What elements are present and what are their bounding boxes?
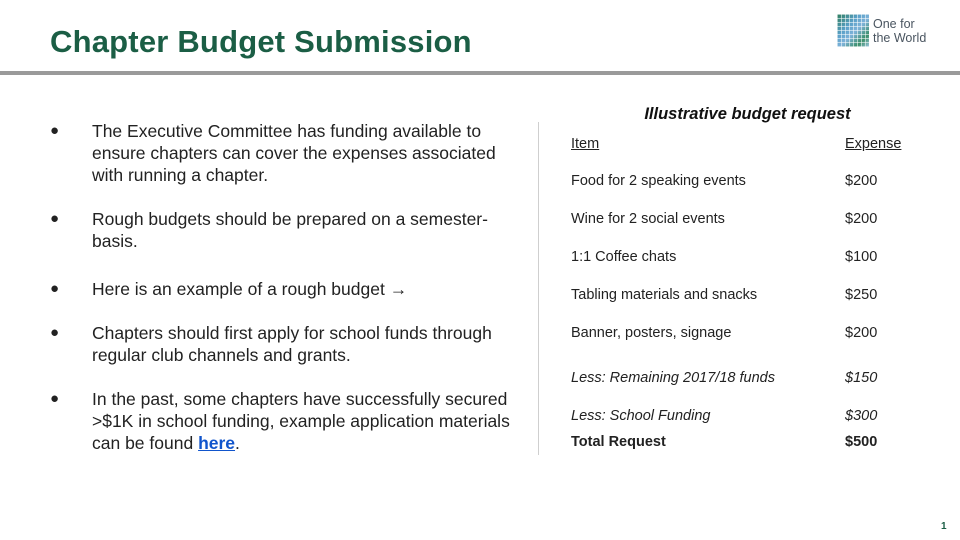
budget-title: Illustrative budget request	[644, 105, 851, 123]
item-column-header: Item	[571, 136, 600, 152]
budget-item: Food for 2 speaking events	[571, 173, 746, 189]
total-label: Total Request	[571, 434, 666, 450]
total-value: $500	[845, 434, 878, 450]
bullet-item	[50, 388, 510, 454]
budget-item: Less: Remaining 2017/18 funds	[571, 370, 775, 386]
budget-item: 1:1 Coffee chats	[571, 249, 677, 265]
bullet-item	[50, 278, 510, 300]
bullet-text: Rough budgets should be prepared on a semester-basis.	[92, 209, 488, 251]
bullet-item	[50, 208, 510, 252]
budget-item: Banner, posters, signage	[571, 325, 732, 341]
one-for-the-world-logo	[837, 14, 937, 48]
logo-mosaic-icon	[837, 14, 869, 47]
logo-text	[873, 17, 926, 45]
budget-expense: $200	[845, 211, 878, 227]
application-materials-link[interactable]: here	[198, 433, 236, 453]
column-divider	[538, 122, 539, 455]
expense-column-header: Expense	[845, 136, 902, 152]
bullet-text: Chapters should first apply for school funds through regular club channels and grants.	[92, 323, 492, 365]
bullet-icon: ●	[50, 210, 60, 227]
bullet-text: Here is an example of a rough budget →	[92, 279, 408, 299]
bullet-text	[92, 389, 510, 453]
bullet-text-part: In the past, some chapters have successfully secured >$1K in school funding, example application materials can be found	[92, 389, 510, 453]
budget-item: Less: School Funding	[571, 408, 711, 424]
logo-text-line1: One for	[873, 17, 915, 31]
bullet-list	[50, 120, 510, 454]
bullet-icon: ●	[50, 122, 60, 139]
budget-expense: $200	[845, 325, 878, 341]
budget-item: Wine for 2 social events	[571, 211, 725, 227]
bullet-text-part: .	[235, 433, 240, 453]
budget-expense: $300	[845, 408, 878, 424]
bullet-item	[50, 322, 510, 366]
slide-title: Chapter Budget Submission	[50, 24, 472, 59]
bullet-icon: ●	[50, 324, 60, 341]
bullet-icon: ●	[50, 280, 60, 297]
bullet-item	[50, 120, 510, 186]
logo-text-line2: the World	[873, 31, 927, 45]
budget-item: Tabling materials and snacks	[571, 287, 758, 303]
budget-expense: $150	[845, 370, 878, 386]
bullet-text: The Executive Committee has funding available to ensure chapters can cover the expenses associated with running a chapter.	[92, 121, 496, 185]
budget-expense: $200	[845, 173, 878, 189]
budget-expense: $100	[845, 249, 878, 265]
header-divider	[0, 71, 960, 75]
budget-expense: $250	[845, 287, 878, 303]
page-number: 1	[941, 521, 947, 532]
bullet-icon: ●	[50, 390, 60, 407]
